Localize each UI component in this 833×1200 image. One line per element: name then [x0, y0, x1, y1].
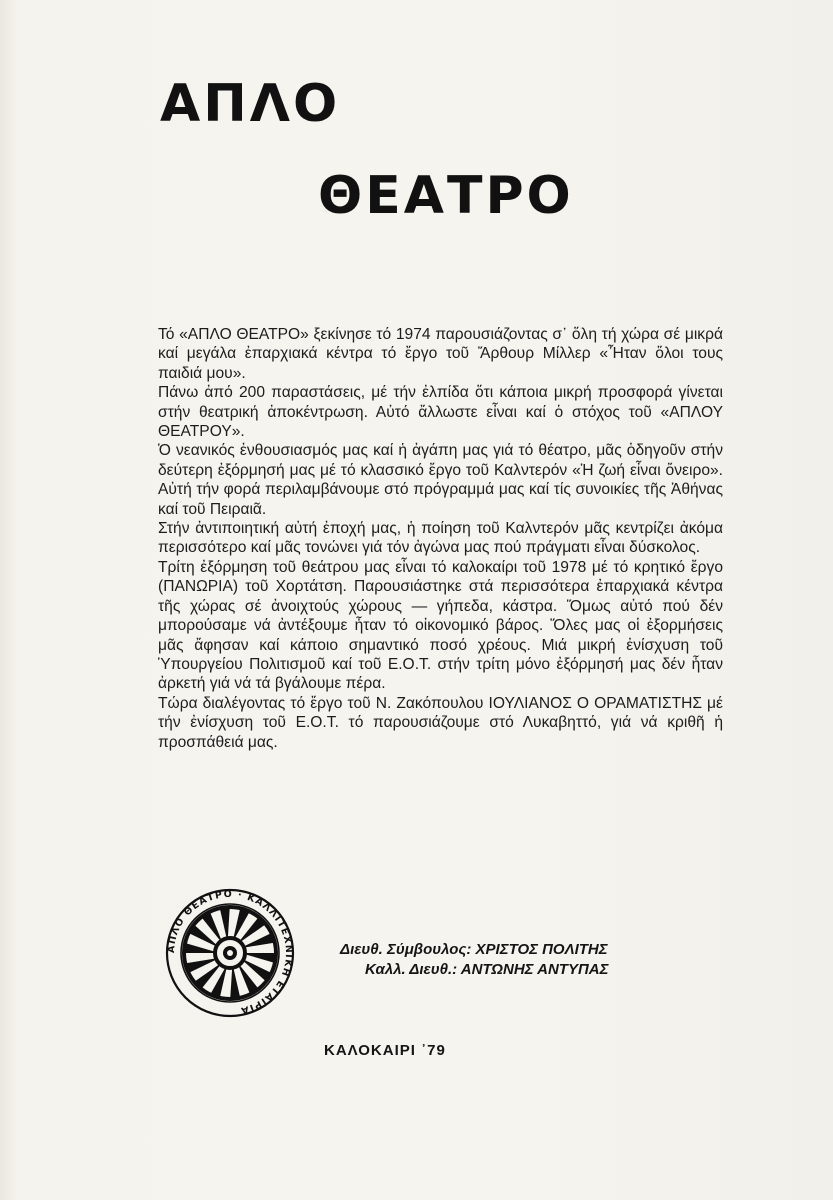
credits [340, 940, 608, 980]
paragraph: Πάνω ἀπό 200 παραστάσεις, μέ τήν ἐλπίδα ὅτι κάποια μικρή προσφορά γίνεται στήν θεατρική ἀποκέντρωση. Αὐτό ἄλλωστε εἶναι καί ὁ στόχος τοῦ «ΑΠΛΟΥ ΘΕΑΤΡΟΥ». [158, 384, 723, 441]
wheel-spoke [230, 968, 240, 999]
credit-artistic-director: Καλλ. Διευθ.: ΑΝΤΩΝΗΣ ΑΝΤΥΠΑΣ [365, 961, 609, 978]
body-text [158, 325, 723, 752]
paragraph: Στήν ἀντιποιητική αὐτή ἐποχή μας, ἡ ποίηση τοῦ Καλντερόν μᾶς κεντρίζει ἀκόμα περισσότερο καί μᾶς τονώνει γιά τόν ἀγώνα μας πού πράγματι εἶναι δύσκολος. [158, 520, 723, 557]
wheel-spoke [184, 943, 215, 953]
paragraph: Τρίτη ἐξόρμηση τοῦ θεάτρου μας εἶναι τό καλοκαίρι τοῦ 1978 μέ τό κρητικό ἔργο (ΠΑΝΩΡΙΑ) τοῦ Χορτάτση. Παρουσιάστηκε στά περισσότερα ἐπαρχιακά κέντρα τῆς χώρας σέ ἀνοιχτούς χώρους — γήπεδα, κάστρα. Ὅμως αὐτό πού δέν μπορούσαμε νά ἀντέξουμε ἦταν τό οἰκονομικό βάρος. Ὅλες μας οἱ ἐξορμήσεις μᾶς ἄφησαν καί κάποιο σημαντικό ποσό χρέους. Μιά μικρή ἐνίσχυση τοῦ Ὑπουργείου Πολιτισμοῦ καί τοῦ Ε.Ο.Τ. στήν τρίτη μόνο ἐξόρμησή μας δέν ἦταν ἀρκετή γιά νά τά βγάλουμε πέρα. [158, 558, 723, 693]
logo-ring-text: ΑΠΛΟ ΘΕΑΤΡΟ · ΚΑΛΛΙΤΕΧΝΙΚΗ ΕΤΑΙΡΙΑ [165, 888, 295, 1017]
credit-managing-director: Διευθ. Σύμβουλος: ΧΡΙΣΤΟΣ ΠΟΛΙΤΗΣ [340, 941, 608, 958]
wheel-logo-icon [163, 886, 297, 1020]
wheel-spoke [220, 907, 230, 938]
wheel-spoke [245, 953, 276, 963]
title-line-2: ΘΕΑΤΡΟ [318, 166, 574, 226]
paragraph: Ὁ νεανικός ἐνθουσιασμός μας καί ἡ ἀγάπη μας γιά τό θέατρο, μᾶς ὁδηγοῦν στήν δεύτερη ἐξόρμησή μας μέ τό κλασσικό ἔργο τοῦ Καλντερόν «Ἡ ζωή εἶναι ὄνειρο». Αὐτή τήν φορά περιλαμβάνουμε στό πρόγραμμά μας καί τίς συνοικίες τῆς Ἀθήνας καί τοῦ Πειραιᾶ. [158, 442, 723, 518]
title-line-1: ΑΠΛΟ [160, 74, 341, 134]
paragraph: Τώρα διαλέγοντας τό ἔργο τοῦ Ν. Ζακόπουλου ΙΟΥΛΙΑΝΟΣ Ο ΟΡΑΜΑΤΙΣΤΗΣ μέ τήν ἐνίσχυση τοῦ Ε.Ο.Τ. τό παρουσιάζουμε στό Λυκαβηττό, γιά νά κριθῆ ἡ προσπάθειά μας. [158, 694, 723, 751]
paragraph: Τό «ΑΠΛΟ ΘΕΑΤΡΟ» ξεκίνησε τό 1974 παρουσιάζοντας σ᾽ ὅλη τή χώρα σέ μικρά καί μεγάλα ἐπαρχιακά κέντρα τό ἔργο τοῦ Ἄρθουρ Μίλλερ «Ἦταν ὅλοι τους παιδιά μου». [158, 326, 723, 382]
season-label: ΚΑΛΟΚΑΙΡΙ ᾽79 [324, 1042, 446, 1059]
